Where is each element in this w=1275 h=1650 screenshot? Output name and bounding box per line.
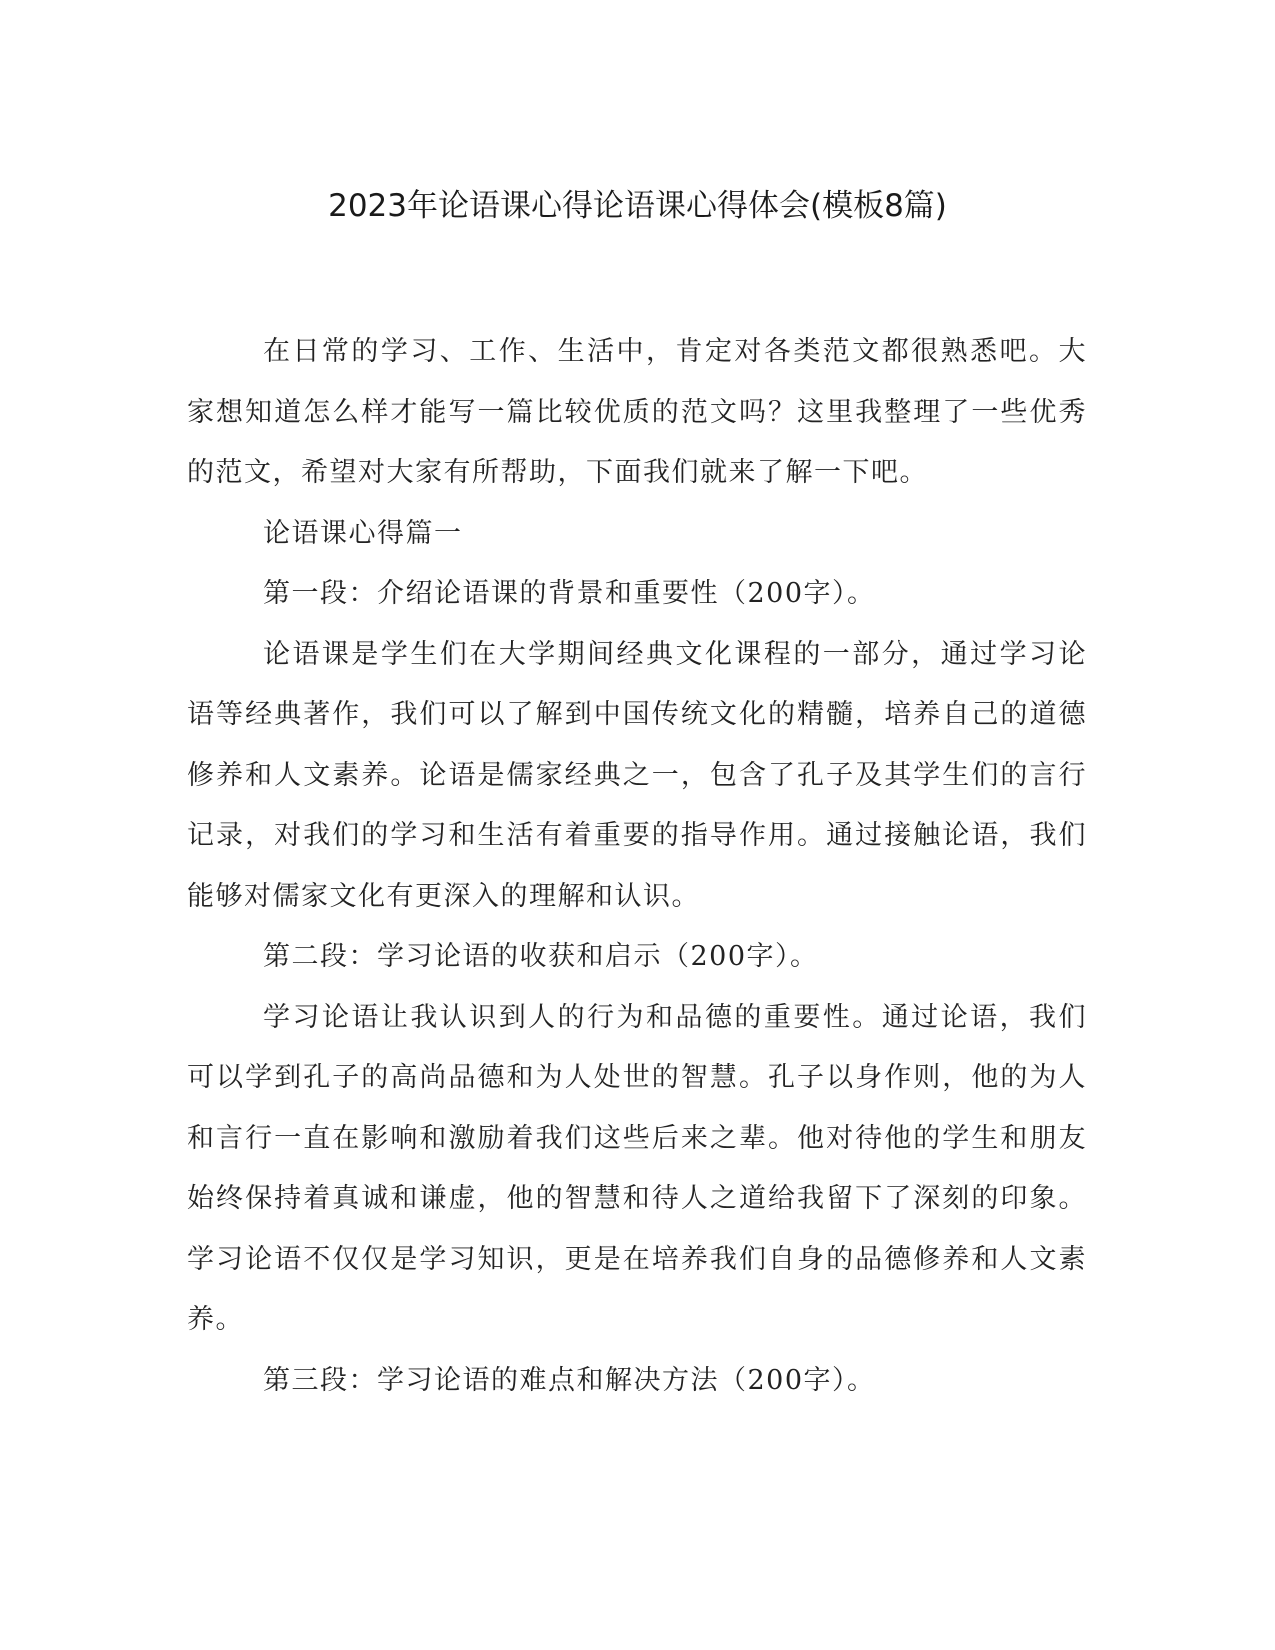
body-paragraph-1: 论语课是学生们在大学期间经典文化课程的一部分，通过学习论语等经典著作，我们可以了解到中国传统文化的精髓，培养自己的道德修养和人文素养。论语是儒家经典之一，包含了孔子及其学生们的言行记录，对我们的学习和生活有着重要的指导作用。通过接触论语，我们能够对儒家文化有更深入的理解和认识。: [187, 638, 1087, 912]
body-paragraph-2: 学习论语让我认识到人的行为和品德的重要性。通过论语，我们可以学到孔子的高尚品德和为人处世的智慧。孔子以身作则，他的为人和言行一直在影响和激励着我们这些后来之辈。他对待他的学生和朋友始终保持着真诚和谦虚，他的智慧和待人之道给我留下了深刻的印象。学习论语不仅仅是学习知识，更是在培养我们自身的品德修养和人文素养。: [187, 1001, 1087, 1335]
document-body: [187, 322, 1087, 1411]
document-title: 2023年论语课心得论语课心得体会(模板8篇): [328, 188, 947, 224]
subsection-heading-3: 第三段：学习论语的难点和解决方法（200字）。: [263, 1364, 876, 1396]
subsection-heading-1: 第一段：介绍论语课的背景和重要性（200字）。: [263, 578, 876, 609]
section-heading: 论语课心得篇一: [263, 517, 463, 549]
intro-paragraph: 在日常的学习、工作、生活中，肯定对各类范文都很熟悉吧。大家想知道怎么样才能写一篇比较优质的范文吗？这里我整理了一些优秀的范文，希望对大家有所帮助，下面我们就来了解一下吧。: [187, 336, 1087, 488]
subsection-heading-2: 第二段：学习论语的收获和启示（200字）。: [263, 941, 819, 972]
